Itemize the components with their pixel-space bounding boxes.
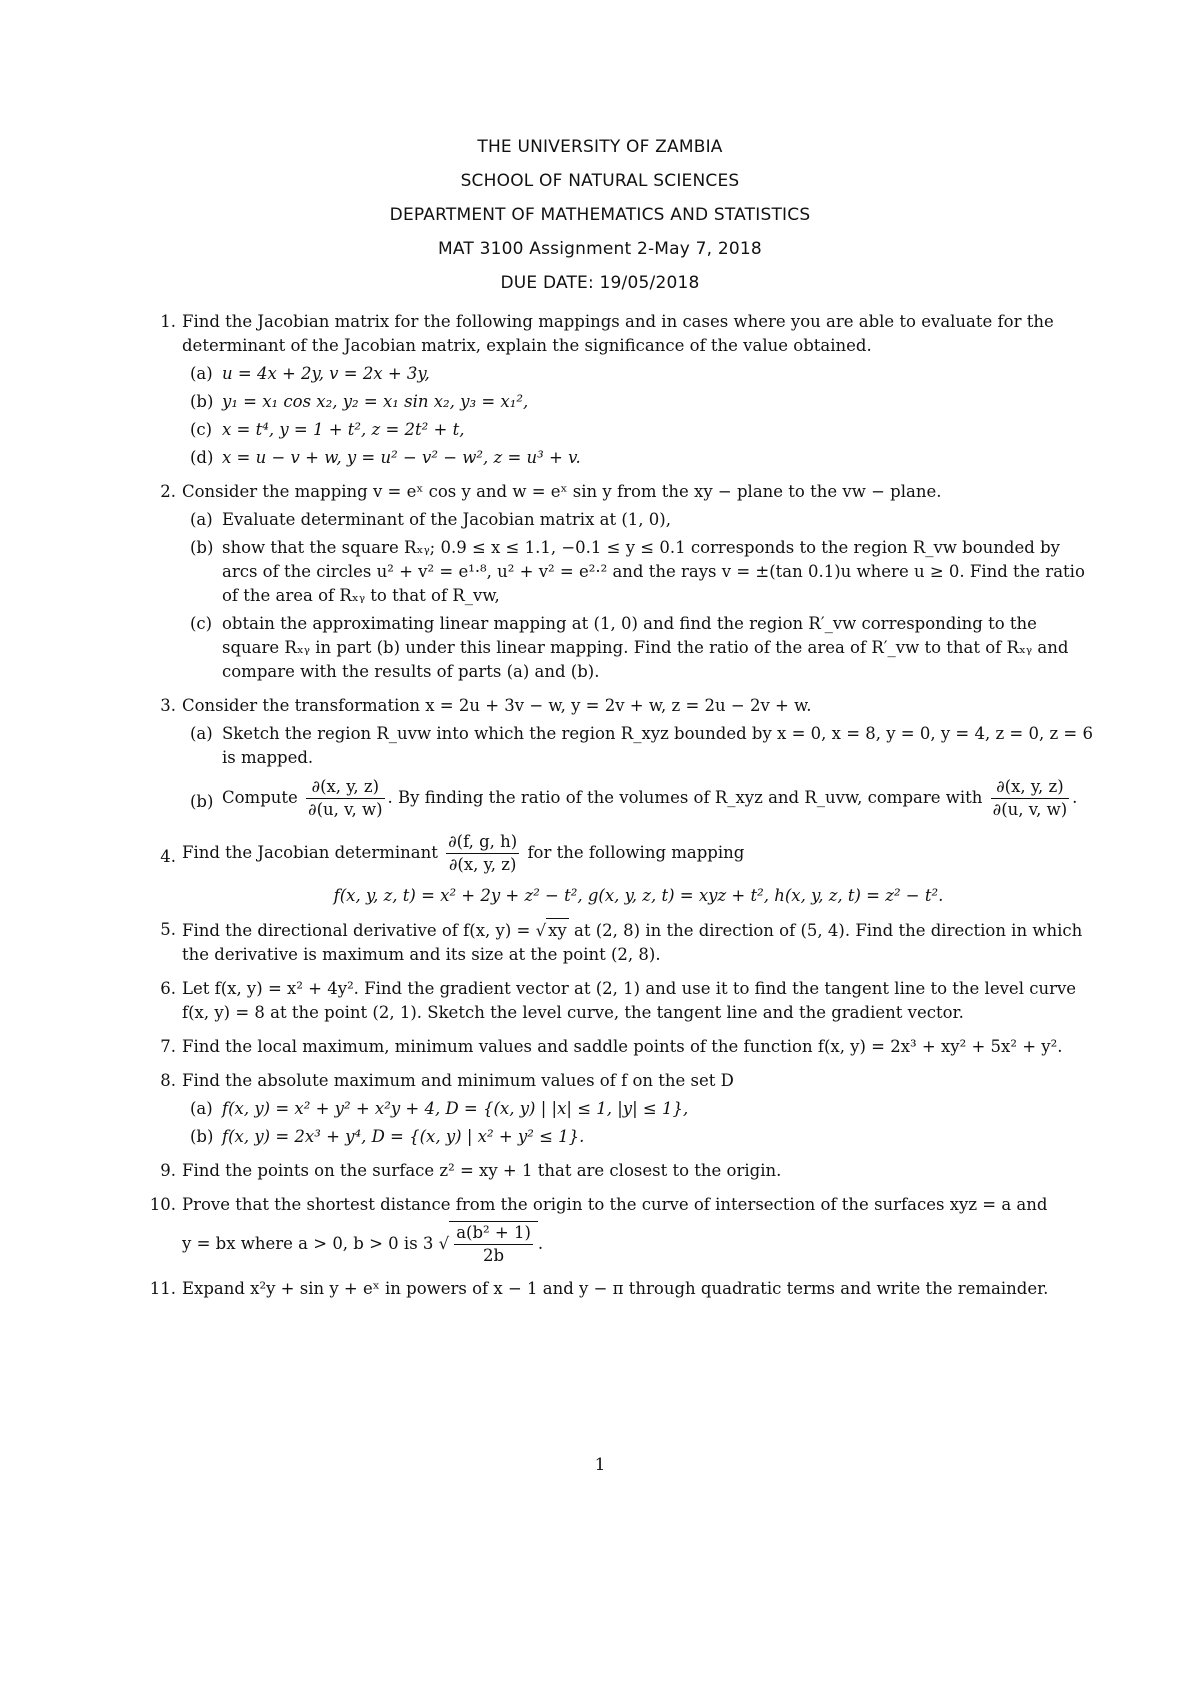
subpart-label: (c) — [190, 614, 213, 633]
question-number: 2. — [160, 482, 176, 501]
question-10 — [150, 1193, 1095, 1267]
subpart-text: show that the square Rₓᵧ; 0.9 ≤ x ≤ 1.1, −0.1 ≤ y ≤ 0.1 corresponds to the region R_vw bounded by arcs of the circles u² + v² = e¹·⁸, u² + v² = e²·² and the rays v = ±(tan 0.1)u where u ≥ 0. Find the ratio of the area of Rₓᵧ to that of R_vw, — [222, 538, 1085, 605]
equation-text: f(x, y, z, t) = x² + 2y + z² − t², g(x, y, z, t) = xyz + t², h(x, y, z, t) = z² − t². — [333, 886, 944, 905]
subpart-label: (a) — [190, 1099, 213, 1118]
sqrt-radicand — [449, 1221, 538, 1267]
question-text-post: at (2, 8) in the direction of (5, 4). Find the direction in which the derivative is maximum and its size at the point (2, 8). — [182, 921, 1083, 964]
jacobian-fraction — [446, 831, 519, 876]
subpart-text: Sketch the region R_uvw into which the region R_xyz bounded by x = 0, x = 8, y = 0, y = 4, z = 0, z = 6 is mapped. — [222, 724, 1093, 767]
question-text: Find the Jacobian matrix for the following mappings and in cases where you are able to evaluate for the determinant of the Jacobian matrix, explain the significance of the value obtained. — [182, 312, 1054, 355]
fraction-denominator: ∂(u, v, w) — [992, 800, 1068, 819]
subpart — [182, 1125, 1095, 1149]
question-7 — [150, 1035, 1095, 1059]
fraction-denominator: ∂(x, y, z) — [448, 855, 517, 874]
subpart-label: (b) — [190, 792, 214, 811]
question-3 — [150, 694, 1095, 821]
university-title: THE UNIVERSITY OF ZAMBIA — [477, 137, 723, 157]
question-text: Find the local maximum, minimum values and saddle points of the function f(x, y) = 2x³ + xy² + 5x² + y². — [182, 1037, 1063, 1056]
subpart-text: x = t⁴, y = 1 + t², z = 2t² + t, — [222, 420, 465, 439]
subpart — [182, 362, 1095, 386]
assignment-title: MAT 3100 Assignment 2-May 7, 2018 — [438, 239, 762, 259]
question-text: Find the points on the surface z² = xy + 1 that are closest to the origin. — [182, 1161, 782, 1180]
question-number: 3. — [160, 696, 176, 715]
mapping-equation — [182, 884, 1095, 908]
question-text — [182, 831, 1095, 876]
question-2 — [150, 480, 1095, 684]
subpart-label: (a) — [190, 510, 213, 529]
jacobian-fraction — [991, 776, 1070, 821]
question-text-pre: y = bx where a > 0, b > 0 is 3 — [182, 1234, 434, 1253]
header-block — [0, 130, 1200, 300]
question-number: 7. — [160, 1037, 176, 1056]
question-text-pre: Find the Jacobian determinant — [182, 843, 438, 862]
subpart — [182, 418, 1095, 442]
period: . — [537, 1234, 544, 1253]
question-number: 10. — [149, 1195, 176, 1214]
subpart — [182, 508, 1095, 532]
subpart-text: u = 4x + 2y, v = 2x + 3y, — [222, 364, 430, 383]
sqrt-radicand: xy — [546, 918, 569, 943]
question-number: 5. — [160, 920, 176, 939]
question-text: Find the directional derivative of f(x, y) = √ xy at (2, 8) in the direction of (5, 4). Find the direction in which the derivative is maximum and its size at the point (2, 8). — [182, 918, 1095, 967]
question-number: 4. — [160, 847, 176, 866]
subpart — [182, 612, 1095, 684]
subpart-label: (b) — [190, 538, 214, 557]
jacobian-fraction — [306, 776, 385, 821]
question-6 — [150, 977, 1095, 1025]
subpart — [182, 536, 1095, 608]
subpart-label: (b) — [190, 392, 214, 411]
question-text-pre: Find the directional derivative of f(x, y) = — [182, 921, 531, 940]
subpart — [182, 1097, 1095, 1121]
fraction-numerator: ∂(x, y, z) — [991, 776, 1070, 799]
subpart-text: obtain the approximating linear mapping at (1, 0) and find the region R′_vw corresponding to the square Rₓᵧ in part (b) under this linear mapping. Find the ratio of the area of R′_vw to that of Rₓᵧ and compare with the results of parts (a) and (b). — [222, 614, 1069, 681]
due-date: DUE DATE: 19/05/2018 — [500, 273, 700, 293]
subpart — [182, 722, 1095, 770]
question-text: Let f(x, y) = x² + 4y². Find the gradient vector at (2, 1) and use it to find the tangent line to the level curve f(x, y) = 8 at the point (2, 1). Sketch the level curve, the tangent line and the gradient vector. — [182, 979, 1077, 1022]
page-number: 1 — [594, 1455, 606, 1475]
subpart-label: (b) — [190, 1127, 214, 1146]
fraction-denominator: 2b — [483, 1246, 505, 1265]
subpart-label: (a) — [190, 364, 213, 383]
period: . — [1072, 788, 1078, 807]
question-list — [150, 310, 1095, 1311]
question-text: Find the absolute maximum and minimum values of f on the set D — [182, 1071, 734, 1090]
subpart-label: (a) — [190, 724, 213, 743]
question-number: 1. — [160, 312, 176, 331]
fraction-numerator: a(b² + 1) — [454, 1222, 533, 1245]
question-text-line2: y = bx where a > 0, b > 0 is 3 √ $\frac{\text{a(b² + 1)}}{2b}$ . — [182, 1223, 544, 1265]
question-text: Consider the mapping v = eˣ cos y and w = eˣ sin y from the xy − plane to the vw − plane. — [182, 482, 942, 501]
subpart — [182, 776, 1095, 821]
question-8 — [150, 1069, 1095, 1149]
department-title: DEPARTMENT OF MATHEMATICS AND STATISTICS — [389, 205, 811, 225]
subpart-text: f(x, y) = x² + y² + x²y + 4, D = {(x, y) | |x| ≤ 1, |y| ≤ 1}, — [222, 1099, 689, 1118]
question-text: Prove that the shortest distance from the origin to the curve of intersection of the surfaces xyz = a and — [182, 1195, 1048, 1214]
question-text: Expand x²y + sin y + eˣ in powers of x − 1 and y − π through quadratic terms and write the remainder. — [182, 1279, 1049, 1298]
question-number: 11. — [149, 1279, 176, 1298]
school-title: SCHOOL OF NATURAL SCIENCES — [460, 171, 740, 191]
fraction-numerator: ∂(x, y, z) — [306, 776, 385, 799]
compare-text: . By finding the ratio of the volumes of R_xyz and R_uvw, compare with — [387, 788, 983, 807]
question-text: Consider the transformation x = 2u + 3v − w, y = 2v + w, z = 2u − 2v + w. — [182, 696, 812, 715]
subpart-text: Evaluate determinant of the Jacobian matrix at (1, 0), — [222, 510, 671, 529]
subpart-text: x = u − v + w, y = u² − v² − w², z = u³ + v. — [222, 448, 581, 467]
question-number: 6. — [160, 979, 176, 998]
radicand-fraction — [454, 1222, 533, 1267]
question-9 — [150, 1159, 1095, 1183]
question-5 — [150, 918, 1095, 967]
question-1 — [150, 310, 1095, 470]
fraction-numerator: ∂(f, g, h) — [446, 831, 519, 854]
subpart-text: f(x, y) = 2x³ + y⁴, D = {(x, y) | x² + y² ≤ 1}. — [222, 1127, 585, 1146]
subpart-label: (c) — [190, 420, 213, 439]
fraction-denominator: ∂(u, v, w) — [308, 800, 383, 819]
question-11 — [150, 1277, 1095, 1301]
compute-label: Compute — [222, 788, 298, 807]
question-text-post: for the following mapping — [527, 843, 745, 862]
subpart-text: y₁ = x₁ cos x₂, y₂ = x₁ sin x₂, y₃ = x₁², — [222, 392, 529, 411]
question-number: 9. — [160, 1161, 176, 1180]
question-number: 8. — [160, 1071, 176, 1090]
subpart — [182, 390, 1095, 414]
subpart-label: (d) — [190, 448, 214, 467]
question-4 — [150, 831, 1095, 908]
subpart — [182, 446, 1095, 470]
